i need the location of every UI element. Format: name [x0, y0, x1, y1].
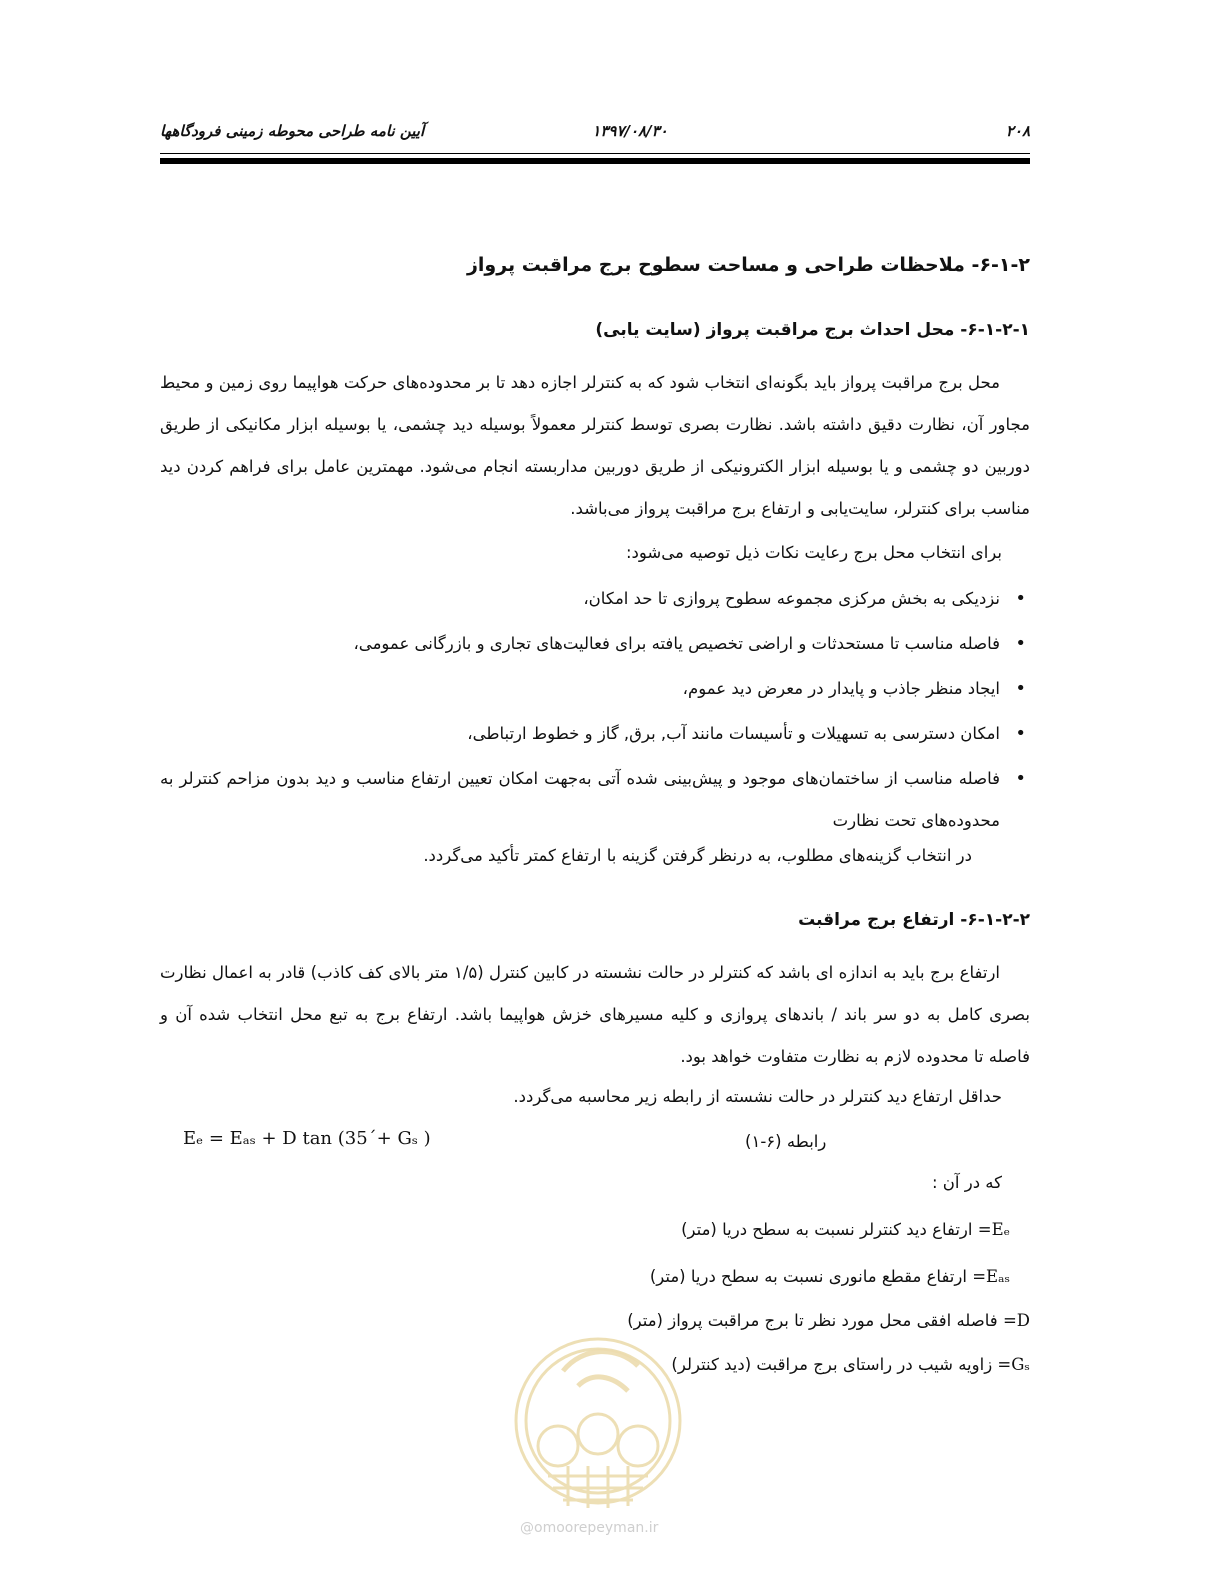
- definition-eas: [650, 1267, 1010, 1286]
- header-rule-thick: [160, 158, 1030, 164]
- siting-paragraph: محل برج مراقبت پرواز باید بگونه‌ای انتخاب شود که به کنترلر اجازه دهد تا بر محدوده‌های حرکت هواپیما روی زمین و محیط مجاور آن، نظارت دقیق داشته باشد. نظارت بصری توسط کنترلر معمولاً بوسیله دید چشمی، یا بوسیله ابزار مکانیکی از طریق دوربین دو چشمی و یا بوسیله ابزار الکترونیکی از طریق دوربین مداربسته انجام می‌شود. مهمترین عامل برای فراهم کردن دید مناسب برای کنترلر، سایت‌یابی و ارتفاع برج مراقبت پرواز می‌باشد.: [160, 373, 1030, 518]
- header-rule-thin: [160, 153, 1030, 154]
- page-number: ۲۰۸: [1005, 122, 1030, 140]
- definition-symbol: Eₐₛ=: [972, 1267, 1010, 1286]
- formula-intro: حداقل ارتفاع دید کنترلر در حالت نشسته از رابطه زیر محاسبه می‌گردد.: [513, 1087, 1002, 1106]
- siting-closing: در انتخاب گزینه‌های مطلوب، به درنظر گرفتن گزینه با ارتفاع کمتر تأکید می‌گردد.: [423, 846, 972, 865]
- list-item: • نزدیکی به بخش مرکزی مجموعه سطوح پروازی تا حد امکان،: [160, 578, 1030, 620]
- list-item: • فاصله مناسب تا مستحدثات و اراضی تخصیص یافته برای فعالیت‌های تجاری و بازرگانی عمومی،: [160, 623, 1030, 665]
- subsection-heading-height: ۶-۱-۲-۲- ارتفاع برج مراقبت: [798, 910, 1030, 930]
- definition-text: فاصله افقی محل مورد نظر تا برج مراقبت پرواز (متر): [627, 1311, 998, 1330]
- watermark-site: @omoorepeyman.ir: [520, 1520, 659, 1536]
- definition-text: زاویه شیب در راستای برج مراقبت (دید کنترلر): [671, 1355, 993, 1374]
- section-heading: ۶-۱-۲- ملاحظات طراحی و مساحت سطوح برج مراقبت پرواز: [466, 254, 1030, 276]
- subsection-heading-siting: ۶-۱-۲-۱- محل احداث برج مراقبت پرواز (سایت یابی): [595, 320, 1030, 340]
- list-item: • فاصله مناسب از ساختمان‌های موجود و پیش‌بینی شده آتی به‌جهت امکان تعیین ارتفاع مناسب و دید بدون مزاحم کنترلر به محدوده‌های تحت نظارت: [160, 758, 1030, 842]
- definition-text: ارتفاع مقطع مانوری نسبت به سطح دریا (متر): [649, 1267, 967, 1286]
- definition-symbol: Gₛ=: [997, 1355, 1030, 1374]
- definition-symbol: D=: [1002, 1311, 1030, 1330]
- siting-intro: برای انتخاب محل برج رعایت نکات ذیل توصیه می‌شود:: [626, 543, 1002, 562]
- header-title: آیین نامه طراحی محوطه زمینی فرودگاهها: [160, 122, 425, 140]
- siting-criteria-list: [160, 578, 1030, 845]
- definition-ee: [681, 1220, 1010, 1239]
- where-label: که در آن :: [931, 1173, 1002, 1192]
- definition-gs: [671, 1355, 1030, 1374]
- header-date: ۱۳۹۷/۰۸/۳۰: [592, 122, 668, 140]
- definition-text: ارتفاع دید کنترلر نسبت به سطح دریا (متر): [681, 1220, 973, 1239]
- formula-equation: Eₑ = Eₐₛ + D tan (35´+ Gₛ ): [183, 1128, 431, 1149]
- list-item: • امکان دسترسی به تسهیلات و تأسیسات مانند آب, برق, گاز و خطوط ارتباطی،: [160, 713, 1030, 755]
- list-item: • ایجاد منظر جاذب و پایدار در معرض دید عموم،: [160, 668, 1030, 710]
- watermark-logo: [508, 1316, 688, 1526]
- formula-label: رابطه (۶-۱): [745, 1132, 827, 1151]
- definition-symbol: Eₑ=: [977, 1220, 1010, 1239]
- height-paragraph: ارتفاع برج باید به اندازه ای باشد که کنترلر در حالت نشسته در کابین کنترل (۱/۵ متر بالای کف کاذب) قادر به اعمال نظارت بصری کامل به دو سر باند / باندهای پروازی و کلیه مسیرهای خزش هواپیما باشد. ارتفاع برج به تبع محل انتخاب شده آن و فاصله تا محدوده لازم به نظارت متفاوت خواهد بود.: [160, 963, 1030, 1066]
